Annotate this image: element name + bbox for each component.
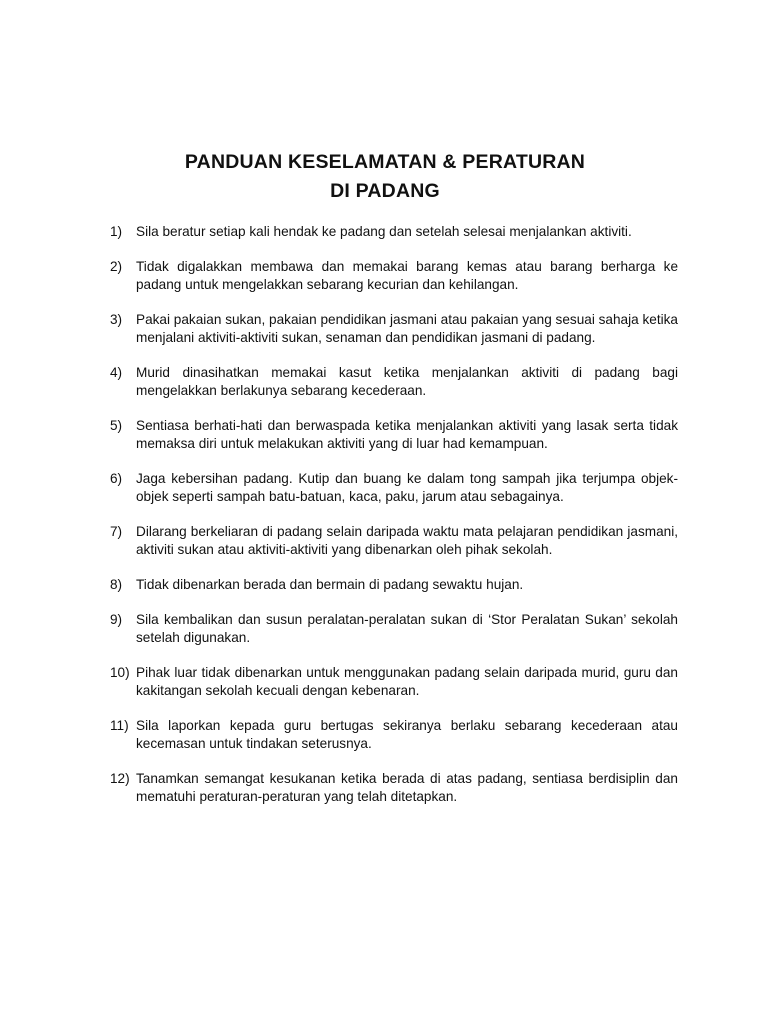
rule-number: 10) xyxy=(110,665,130,680)
rule-number: 11) xyxy=(110,718,129,733)
rule-number: 9) xyxy=(110,612,123,627)
rule-text: Tidak dibenarkan berada dan bermain di padang sewaktu hujan. xyxy=(136,577,524,592)
rule-text: Pihak luar tidak dibenarkan untuk menggunakan padang selain daripada murid, guru dan kakitangan sekolah kecuali dengan kebenaran. xyxy=(136,665,678,698)
rule-item xyxy=(110,717,678,753)
rule-text: Sila laporkan kepada guru bertugas sekiranya berlaku sebarang kecederaan atau kecemasan untuk tindakan seterusnya. xyxy=(136,718,678,751)
title-line-1: PANDUAN KESELAMATAN & PERATURAN xyxy=(184,151,586,173)
rule-number: 2) xyxy=(110,259,123,274)
rule-text: Sila beratur setiap kali hendak ke padang dan setelah selesai menjalankan aktiviti. xyxy=(136,224,632,239)
rule-item xyxy=(110,417,678,453)
title-line-2: DI PADANG xyxy=(330,180,440,202)
rule-item xyxy=(110,311,678,347)
document-title xyxy=(0,148,768,206)
rule-item xyxy=(110,258,678,294)
rules-list xyxy=(110,223,678,823)
rule-text: Tidak digalakkan membawa dan memakai barang kemas atau barang berharga ke padang untuk mengelakkan sebarang kecurian dan kehilangan. xyxy=(136,259,678,292)
rule-number: 5) xyxy=(110,418,123,433)
rule-item xyxy=(110,770,678,806)
rule-text: Tanamkan semangat kesukanan ketika berada di atas padang, sentiasa berdisiplin dan mematuhi peraturan-peraturan yang telah ditetapkan. xyxy=(136,771,678,804)
rule-item xyxy=(110,523,678,559)
rule-item xyxy=(110,576,678,594)
rule-number: 8) xyxy=(110,577,123,592)
rule-number: 12) xyxy=(110,771,130,786)
rule-number: 1) xyxy=(110,224,123,239)
rule-text: Jaga kebersihan padang. Kutip dan buang ke dalam tong sampah jika terjumpa objek-objek seperti sampah batu-batuan, kaca, paku, jarum atau sebagainya. xyxy=(136,471,678,504)
rule-text: Sila kembalikan dan susun peralatan-peralatan sukan di ‘Stor Peralatan Sukan’ sekolah setelah digunakan. xyxy=(136,612,678,645)
rule-item xyxy=(110,364,678,400)
rule-number: 3) xyxy=(110,312,123,327)
rule-number: 6) xyxy=(110,471,123,486)
rule-text: Murid dinasihatkan memakai kasut ketika menjalankan aktiviti di padang bagi mengelakkan berlakunya sebarang kecederaan. xyxy=(136,365,678,398)
rule-text: Pakai pakaian sukan, pakaian pendidikan jasmani atau pakaian yang sesuai sahaja ketika menjalani aktiviti-aktiviti sukan, senaman dan pendidikan jasmani di padang. xyxy=(136,312,678,345)
rule-item xyxy=(110,611,678,647)
rule-item xyxy=(110,664,678,700)
rule-text: Dilarang berkeliaran di padang selain daripada waktu mata pelajaran pendidikan jasmani, aktiviti sukan atau aktiviti-aktiviti yang dibenarkan oleh pihak sekolah. xyxy=(136,524,678,557)
rule-number: 4) xyxy=(110,365,123,380)
rule-number: 7) xyxy=(110,524,123,539)
rule-item xyxy=(110,470,678,506)
rule-item xyxy=(110,223,678,241)
rule-text: Sentiasa berhati-hati dan berwaspada ketika menjalankan aktiviti yang lasak serta tidak memaksa diri untuk melakukan aktiviti yang di luar had kemampuan. xyxy=(136,418,678,451)
